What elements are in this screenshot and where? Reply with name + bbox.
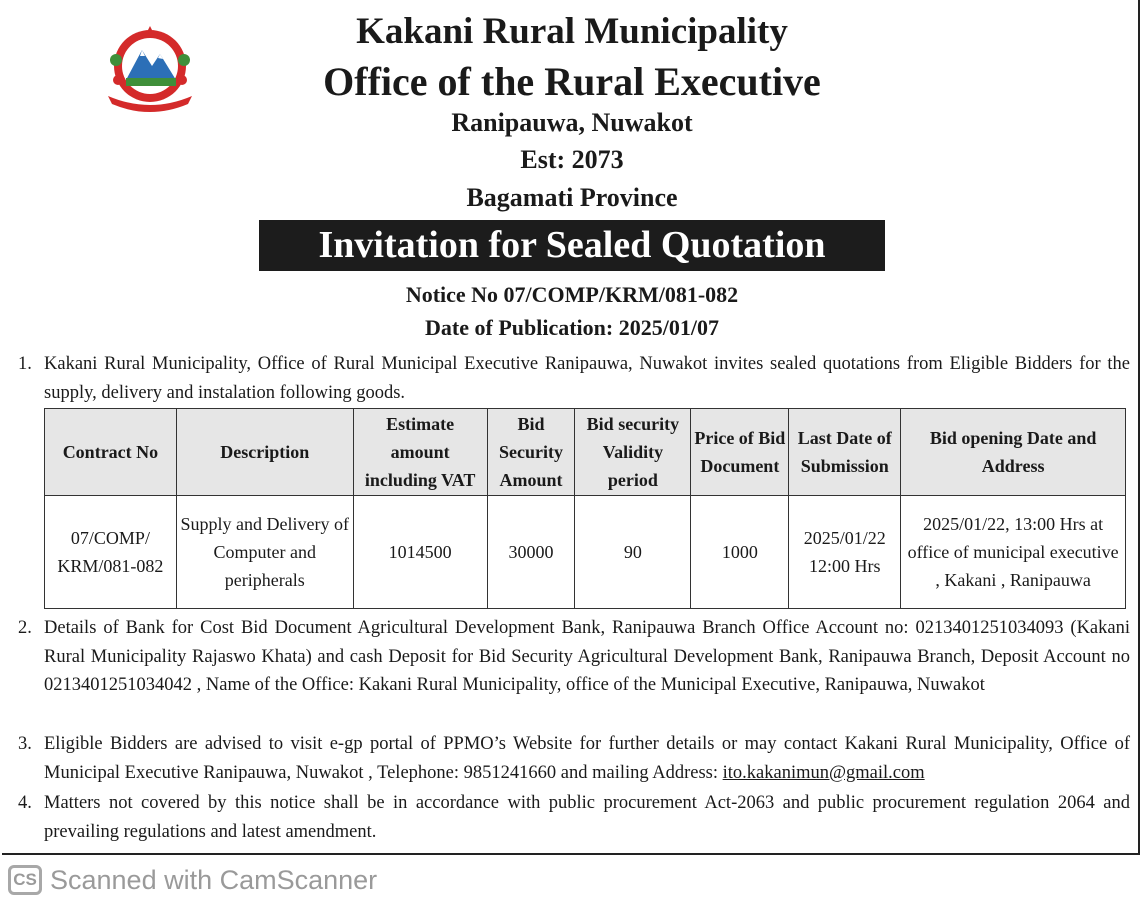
- paragraph-number: 2.: [18, 618, 32, 638]
- municipality-title: Kakani Rural Municipality: [356, 11, 788, 52]
- paragraph-number: 1.: [18, 354, 32, 374]
- paragraph-number: 3.: [18, 734, 32, 754]
- watermark-text: Scanned with CamScanner: [50, 864, 378, 895]
- paragraph-1: [18, 350, 1130, 407]
- table-cell: 2025/01/22, 13:00 Hrs at office of municipal executive , Kakani , Ranipauwa: [901, 496, 1126, 609]
- table-cell: 1000: [691, 496, 789, 609]
- table-cell: 1014500: [353, 496, 487, 609]
- paragraph-text: Kakani Rural Municipality, Office of Rural Municipal Executive Ranipauwa, Nuwakot invites sealed quotations from Eligible Bidders for the supply, delivery and instalation following goods.: [44, 354, 1130, 403]
- camscanner-logo-icon: CS: [8, 865, 42, 895]
- table-cell: 2025/01/22 12:00 Hrs: [789, 496, 901, 609]
- office-title: Office of the Rural Executive: [323, 59, 821, 104]
- table-header-row: [45, 409, 1126, 496]
- table-cell: 90: [575, 496, 691, 609]
- camscanner-watermark: [8, 863, 377, 897]
- notice-number: Notice No 07/COMP/KRM/081-082: [405, 282, 739, 307]
- quotation-table: [44, 408, 1126, 609]
- table-cell: 30000: [487, 496, 575, 609]
- established: Est: 2073: [520, 145, 624, 174]
- publication-date: Date of Publication: 2025/01/07: [425, 315, 719, 340]
- column-header: Description: [176, 409, 353, 496]
- paragraph-text: Matters not covered by this notice shall be in accordance with public procurement Act-2063 and public procurement regulation 2064 and prevailing regulations and latest amendment.: [44, 793, 1130, 842]
- paragraph-text: [44, 730, 1130, 787]
- column-header: Contract No: [45, 409, 177, 496]
- column-header: Estimate amount including VAT: [353, 409, 487, 496]
- email-link[interactable]: ito.kakanimun@gmail.com: [722, 762, 925, 783]
- column-header: Last Date of Submission: [789, 409, 901, 496]
- paragraph-number: 4.: [18, 793, 32, 813]
- paragraph-2: [18, 614, 1130, 700]
- table-cell: 07/COMP/ KRM/081-082: [45, 496, 177, 609]
- notice-banner: Invitation for Sealed Quotation: [259, 220, 885, 271]
- paragraph-text-body: Eligible Bidders are advised to visit e-gp portal of PPMO’s Website for further details or may contact Kakani Rural Municipality, Office of Municipal Executive Ranipauwa, Nuwakot , Telephone: 9851241660 and mailing Address:: [44, 734, 1130, 783]
- province: Bagamati Province: [466, 183, 678, 212]
- table-row: [45, 496, 1126, 609]
- column-header: Bid opening Date and Address: [901, 409, 1126, 496]
- column-header: Price of Bid Document: [691, 409, 789, 496]
- paragraph-4: [18, 789, 1130, 846]
- paragraph-text: Details of Bank for Cost Bid Document Agricultural Development Bank, Ranipauwa Branch Office Account no: 0213401251034093 (Kakani Rural Municipality Rajaswo Khata) and cash Deposit for Bid Security Agricultural Development Bank, Ranipauwa Branch, Deposit Account no 0213401251034042 , Name of the Office: Kakani Rural Municipality, office of the Municipal Executive, Ranipauwa, Nuwakot: [44, 618, 1130, 695]
- column-header: Bid security Validity period: [575, 409, 691, 496]
- table-cell: Supply and Delivery of Computer and peripherals: [176, 496, 353, 609]
- column-header: Bid Security Amount: [487, 409, 575, 496]
- paragraph-3: [18, 730, 1130, 787]
- location: Ranipauwa, Nuwakot: [451, 108, 693, 137]
